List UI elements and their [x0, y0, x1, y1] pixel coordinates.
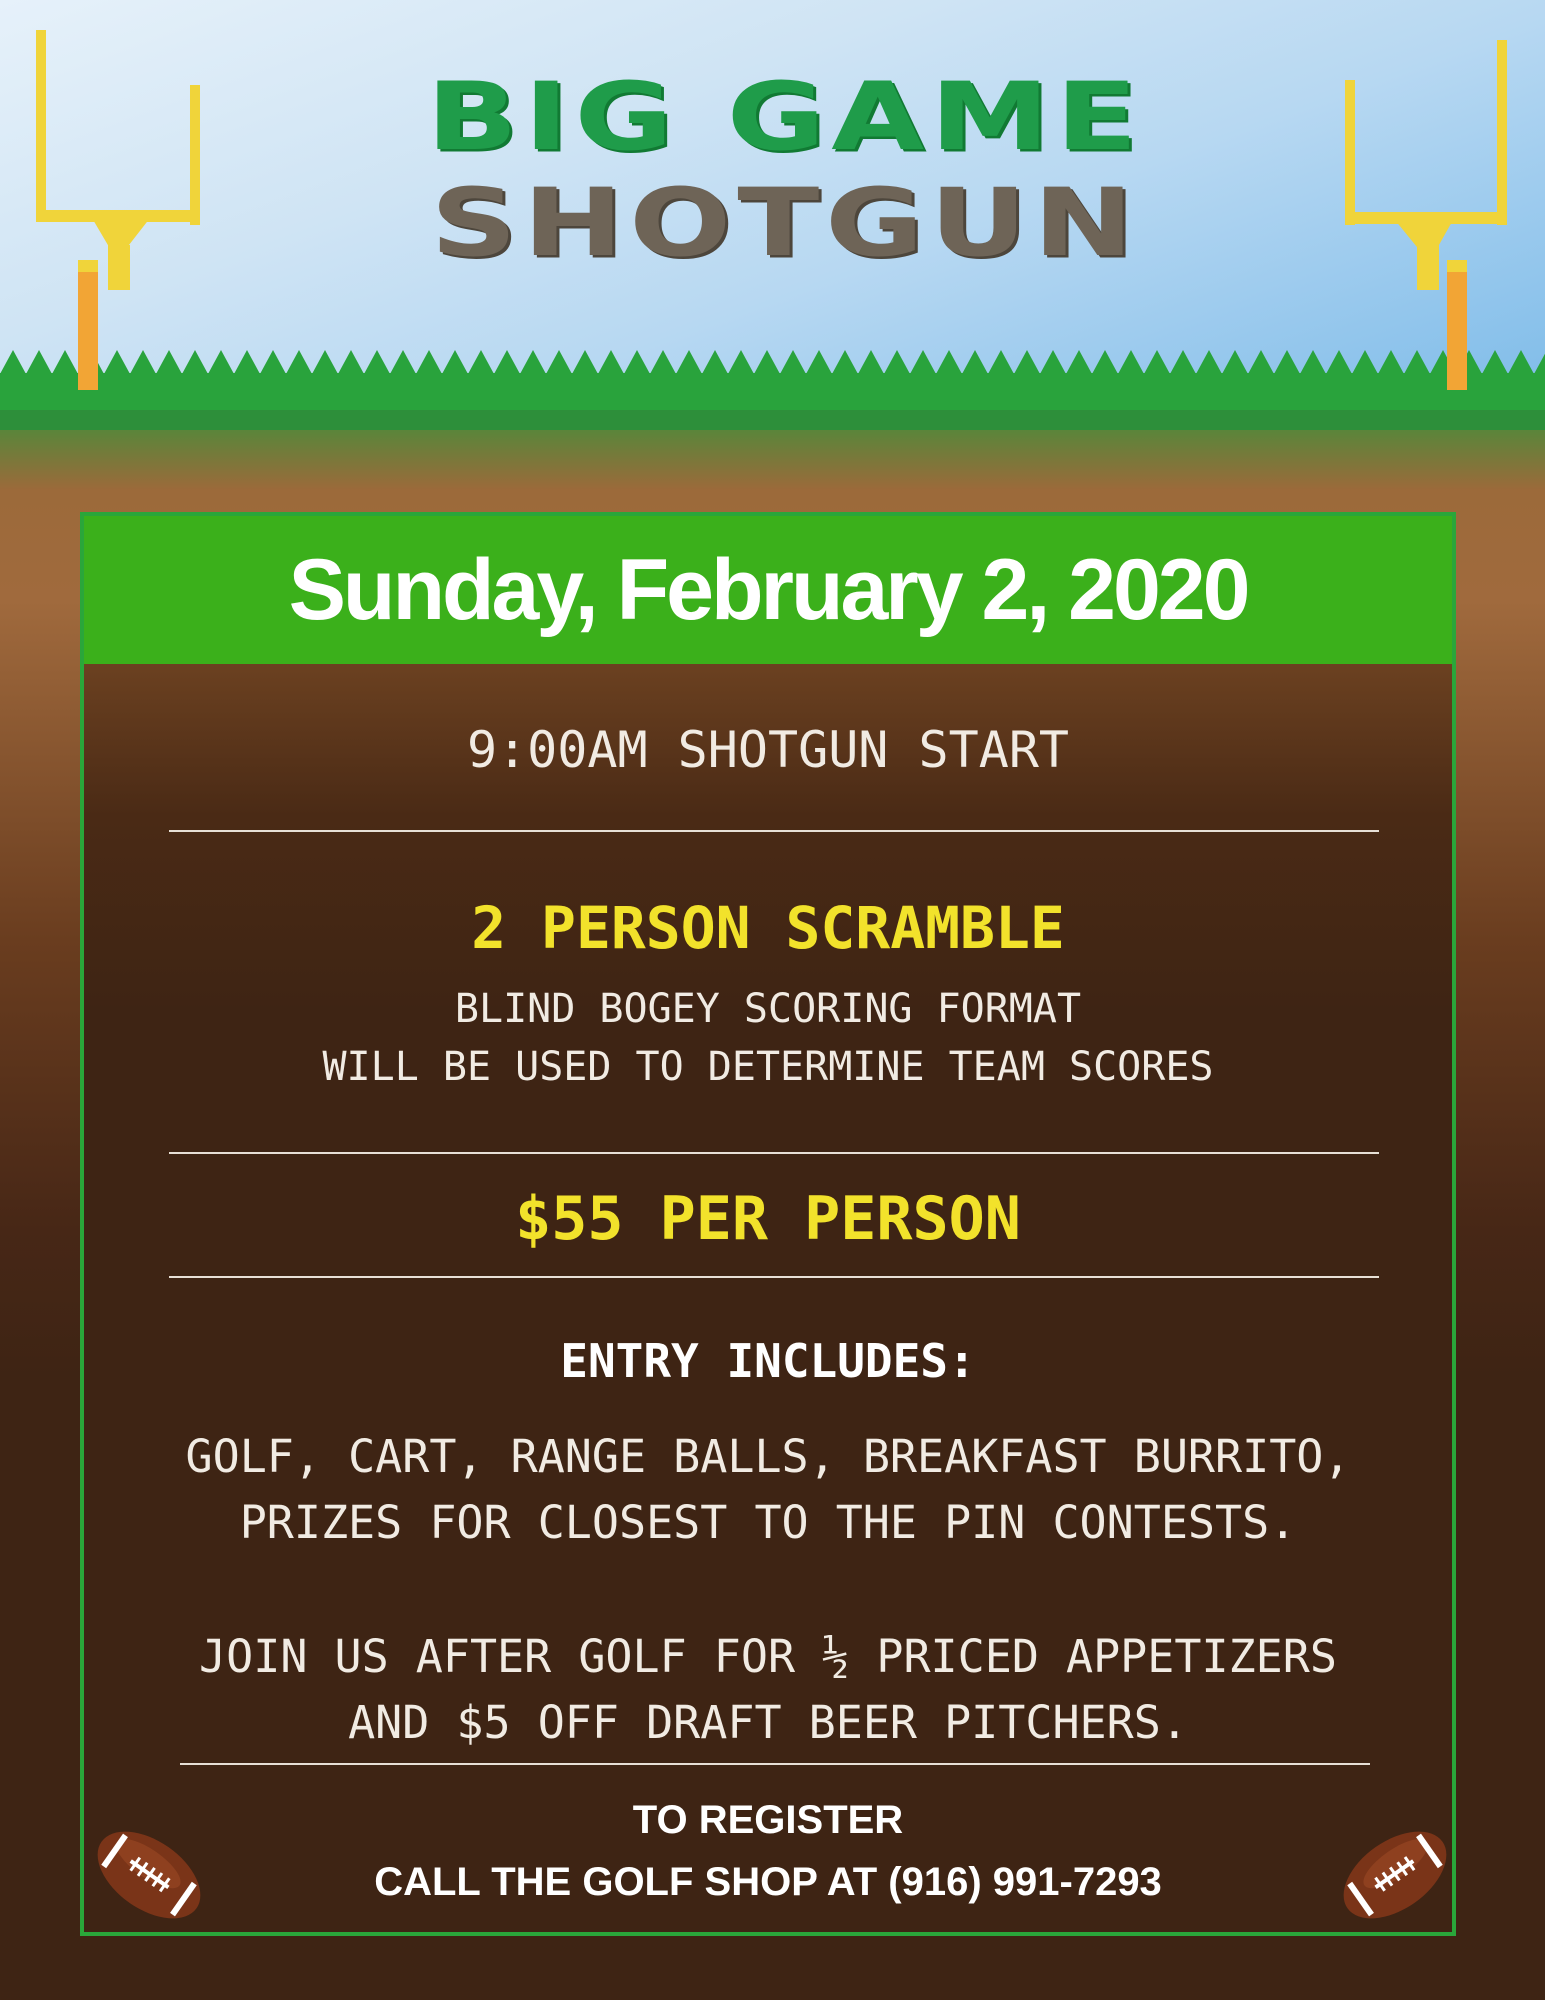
event-title	[320, 58, 1250, 284]
goalpost-icon	[1335, 30, 1515, 390]
entry-line-2: PRIZES FOR CLOSEST TO THE PIN CONTESTS.	[239, 1496, 1297, 1549]
divider	[180, 1763, 1370, 1765]
event-date: Sunday, February 2, 2020	[288, 541, 1248, 638]
goalpost-icon	[30, 30, 210, 390]
title-line-1: BIG GAME	[426, 63, 1144, 172]
register-line-2: CALL THE GOLF SHOP AT (916) 991-7293	[374, 1860, 1162, 1904]
format-title: 2 PERSON SCRAMBLE	[471, 894, 1065, 962]
divider	[169, 830, 1379, 832]
title-line-2: SHOTGUN	[430, 169, 1140, 278]
date-banner	[84, 516, 1452, 664]
after-line-2: AND $5 OFF DRAFT BEER PITCHERS.	[348, 1696, 1188, 1749]
football-icon	[84, 1816, 214, 1934]
divider	[169, 1276, 1379, 1278]
entry-line-1: GOLF, CART, RANGE BALLS, BREAKFAST BURRITO,	[185, 1430, 1351, 1483]
after-line-1: JOIN US AFTER GOLF FOR ½ PRICED APPETIZERS	[199, 1630, 1337, 1683]
register-line-1: TO REGISTER	[632, 1798, 904, 1842]
grass-strip	[0, 350, 1545, 430]
format-line-1: BLIND BOGEY SCORING FORMAT	[454, 986, 1082, 1032]
event-details-panel	[80, 512, 1456, 1936]
entry-title: ENTRY INCLUDES:	[560, 1334, 976, 1388]
format-line-2: WILL BE USED TO DETERMINE TEAM SCORES	[322, 1044, 1214, 1090]
divider	[169, 1152, 1379, 1154]
football-icon	[1330, 1816, 1460, 1934]
start-time: 9:00AM SHOTGUN START	[466, 721, 1070, 779]
price: $55 PER PERSON	[515, 1184, 1021, 1254]
